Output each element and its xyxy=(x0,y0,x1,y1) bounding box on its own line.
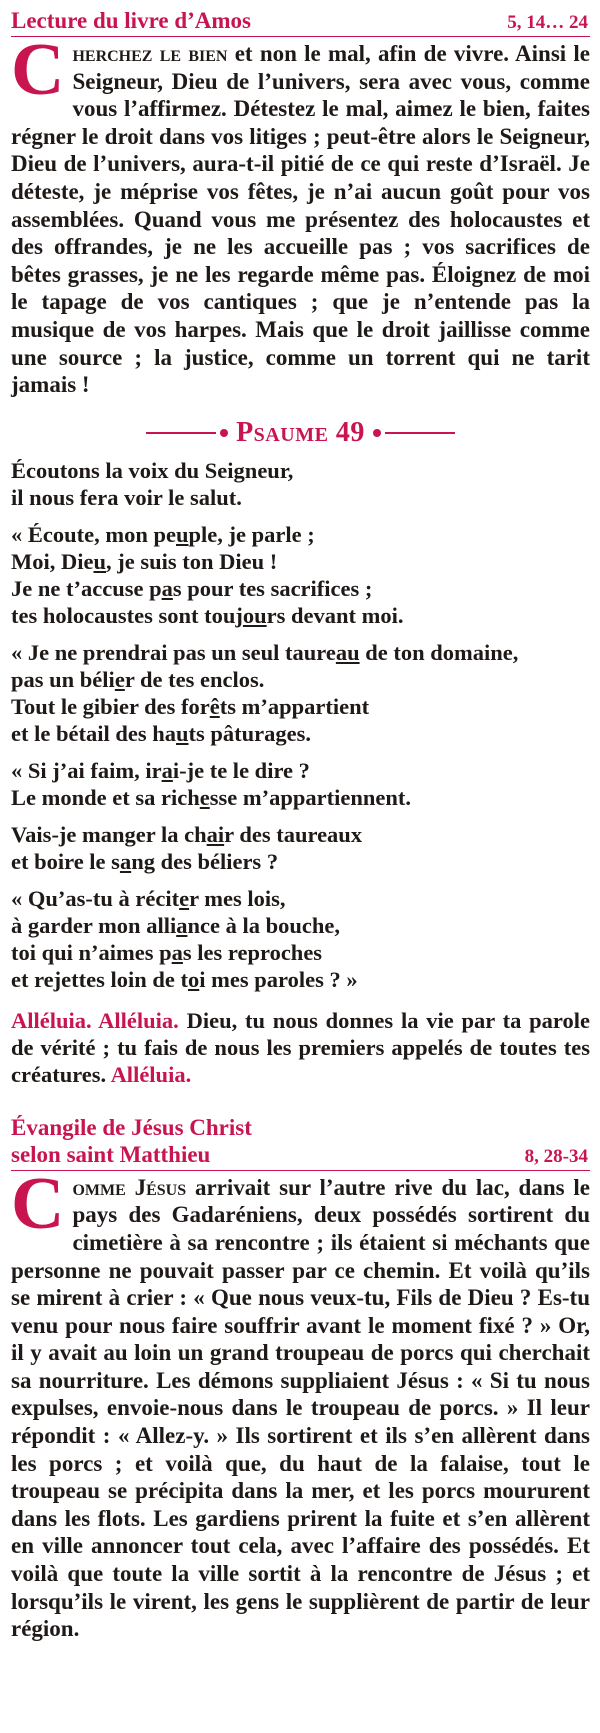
psalm-stanza xyxy=(11,521,590,629)
gospel-title-line1: Évangile de Jésus Christ xyxy=(11,1114,252,1140)
stanza-line xyxy=(11,548,590,575)
stanza-line xyxy=(11,575,590,602)
line-text: tes holocaustes sont touj xyxy=(11,602,243,628)
alleluia-open: Alléluia. Alléluia. xyxy=(11,1007,179,1033)
gospel-acclamation xyxy=(11,1007,590,1088)
gospel-text: arrivait sur l’autre rive du lac, dans le pays des Gadaréniens, deux possédés sortirent du cimetière à sa rencontre ; ils étaient si méchants que personne ne pouvait passer par ce chemin. Et voilà qu’ils se mirent à crier : « Que nous veux-tu, Fils de Dieu ? Es-tu venu pour nous faire souffrir avant le moment fixé ? » Or, il y avait au loin un grand troupeau de porcs qui cherchait sa nourriture. Les démons suppliaient Jésus : « Si tu nous expulses, envoie-nous dans le troupeau de porcs. » Il leur répondit : « Allez-y. » Ils sortirent et ils s’en allèrent dans les porcs ; et voilà que, du haut de la falaise, tout le troupeau se précipita dans la mer, et les porcs moururent dans les flots. Les gardiens prirent la fuite et s’en allèrent en ville annoncer tout cela, avec l’affaire des possédés. Et voilà que toute la ville sortit à la rencontre de Jésus ; et lorsqu’ils le virent, les gens le supplièrent de partir de leur région. xyxy=(11,1174,591,1642)
accent-syllable: ê xyxy=(209,693,220,719)
line-text: rs devant moi. xyxy=(266,602,404,628)
stanza-line xyxy=(11,939,590,966)
stanza-line xyxy=(11,784,590,811)
line-text: « Écoute, mon pe xyxy=(11,521,176,547)
line-text: Moi, Die xyxy=(11,548,94,574)
accent-syllable: a xyxy=(176,912,188,938)
line-text: i mes paroles ? » xyxy=(199,966,358,992)
line-text: toi qui n’aimes p xyxy=(11,939,172,965)
line-text: nce à la bouche, xyxy=(187,912,340,938)
stanza-line xyxy=(11,912,590,939)
psalm-heading xyxy=(11,417,590,449)
gospel-header xyxy=(11,1114,590,1171)
accent-syllable: a xyxy=(161,757,173,783)
line-text: Tout le gibier des for xyxy=(11,693,210,719)
psalm-stanza xyxy=(11,757,590,811)
line-text: r des taureaux xyxy=(224,821,363,847)
acclamation-text: Dieu, tu nous donnes la vie par ta parole de vérité ; tu fais de nous les premiers appelés de toutes tes créatures. xyxy=(11,1007,590,1087)
stanza-line xyxy=(11,885,590,912)
psalm-stanza xyxy=(11,639,590,747)
accent-syllable: ai xyxy=(206,821,225,847)
gospel-body xyxy=(11,1162,591,1643)
line-text: « Qu’as-tu à récit xyxy=(11,885,180,911)
reading-text: et non le mal, afin de vivre. Ainsi le Seigneur, Dieu de l’univers, sera avec vous, comme vous l’affirmez. Détestez le mal, aimez le bien, faites régner le droit dans vos litiges ; peut-être alors le Seigneur, Dieu de l’univers, aura-t-il pitié de ce qui reste d’Israël. Je déteste, je méprise vos fêtes, je n’ai aucun goût pour vos assemblées. Quand vous me présentez des holocaustes et des offrandes, je ne les accueille pas ; vos sacrifices de bêtes grasses, je ne les regarde même pas. Éloignez de moi le tapage de vos cantiques ; que je n’entende pas la musique de vos harpes. Mais que le droit jaillisse comme une source ; la justice, comme un torrent qui ne tarit jamais ! xyxy=(11,41,591,398)
line-text: ple, je parle ; xyxy=(188,521,315,547)
line-text: et boire le s xyxy=(11,848,120,874)
accent-syllable: u xyxy=(93,548,106,574)
reading-dropcap: C xyxy=(11,29,65,111)
psalm-stanzas xyxy=(11,521,590,993)
accent-syllable: u xyxy=(175,720,189,746)
line-text: sse m’appartiennent. xyxy=(209,784,411,810)
stanza-line xyxy=(11,639,590,666)
accent-syllable: e xyxy=(199,784,210,810)
line-text: « Si j’ai faim, ir xyxy=(11,757,162,783)
stanza-line xyxy=(11,757,590,784)
reading-body xyxy=(11,29,591,399)
psalm-refrain xyxy=(11,457,590,511)
psalm-stanza xyxy=(11,821,590,875)
accent-syllable: a xyxy=(171,939,183,965)
accent-syllable: e xyxy=(114,666,125,692)
psalm-dot-right xyxy=(373,429,381,437)
line-text: et rejettes loin de t xyxy=(11,966,189,992)
stanza-line xyxy=(11,666,590,693)
line-text: r de tes enclos. xyxy=(124,666,265,692)
psalm-dot-left xyxy=(220,429,228,437)
accent-syllable: a xyxy=(161,575,173,601)
line-text: Vais-je manger la ch xyxy=(11,821,207,847)
reading-title: Lecture du livre d’Amos xyxy=(11,8,251,33)
line-text: à garder mon alli xyxy=(11,912,177,938)
stanza-line xyxy=(11,848,590,875)
line-text: ts pâturages. xyxy=(188,720,311,746)
psalm-rule-right xyxy=(385,432,455,434)
line-text: Le monde et sa rich xyxy=(11,784,200,810)
line-text: de ton domaine, xyxy=(359,639,519,665)
line-text: s les reproches xyxy=(182,939,323,965)
line-text: r mes lois, xyxy=(189,885,286,911)
psalm-title: Psaume 49 xyxy=(236,416,365,448)
stanza-line xyxy=(11,602,590,629)
refrain-line: il nous fera voir le salut. xyxy=(11,484,242,510)
accent-syllable: e xyxy=(179,885,190,911)
line-text: ng des béliers ? xyxy=(131,848,279,874)
stanza-line xyxy=(11,693,590,720)
accent-syllable: au xyxy=(335,639,360,665)
stanza-line xyxy=(11,966,590,993)
line-text: s pour tes sacrifices ; xyxy=(172,575,373,601)
reading-header xyxy=(11,8,590,37)
line-text: « Je ne prendrai pas un seul taure xyxy=(11,639,336,665)
alleluia-close: Alléluia. xyxy=(110,1061,192,1087)
line-text: i-je te le dire ? xyxy=(172,757,310,783)
refrain-line: Écoutons la voix du Seigneur, xyxy=(11,457,294,483)
stanza-line xyxy=(11,720,590,747)
gospel-reference: 8, 28-34 xyxy=(524,1145,588,1167)
accent-syllable: ou xyxy=(242,602,267,628)
reading-reference: 5, 14… 24 xyxy=(507,12,588,33)
stanza-line xyxy=(11,821,590,848)
gospel-title-line2: selon saint Matthieu xyxy=(11,1141,211,1167)
psalm-rule-left xyxy=(146,432,216,434)
line-text: Je ne t’accuse p xyxy=(11,575,162,601)
stanza-line xyxy=(11,521,590,548)
reading-lead-caps: herchez le bien xyxy=(72,41,228,66)
gospel-lead-caps: omme Jésus xyxy=(72,1174,187,1200)
gospel-dropcap: C xyxy=(11,1162,65,1245)
line-text: et le bétail des ha xyxy=(11,720,176,746)
accent-syllable: o xyxy=(188,966,200,992)
line-text: pas un béli xyxy=(11,666,115,692)
psalm-stanza xyxy=(11,885,590,993)
line-text: , je suis ton Dieu ! xyxy=(106,548,278,574)
accent-syllable: a xyxy=(119,848,132,874)
gospel-title xyxy=(11,1114,252,1168)
line-text: ts m’appartient xyxy=(219,693,370,719)
accent-syllable: u xyxy=(176,521,189,547)
